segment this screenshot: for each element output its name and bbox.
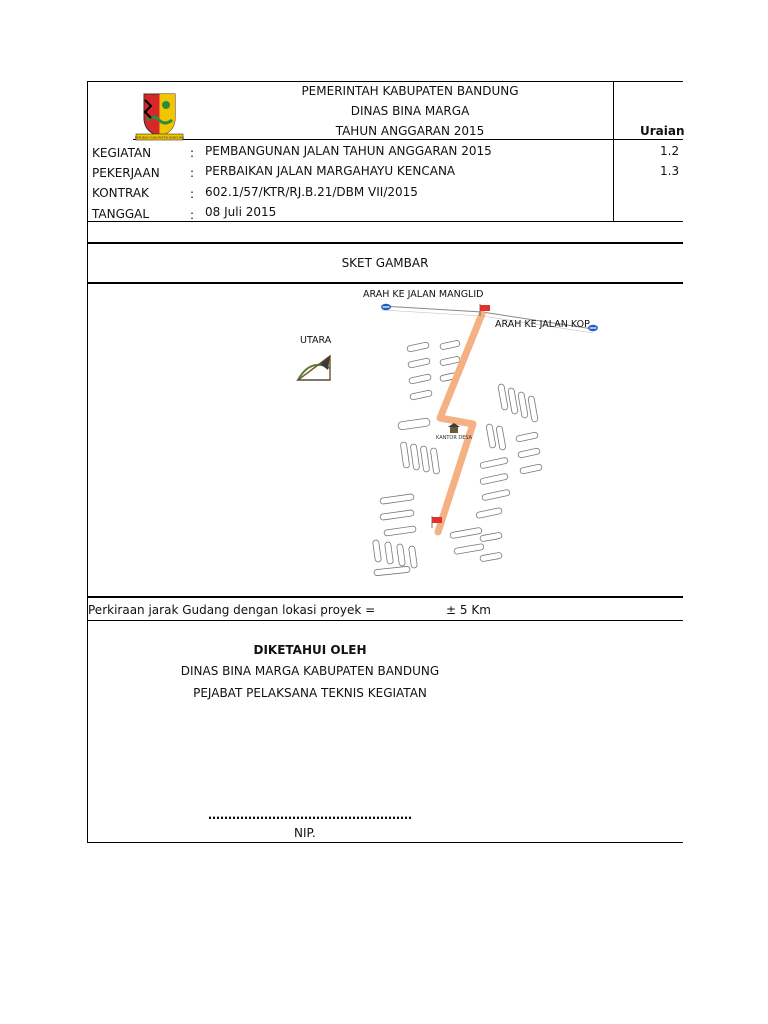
frame-left-border (87, 81, 88, 843)
logo-yellow-field (160, 94, 176, 136)
uraian-value-1: 1.2 (660, 144, 680, 158)
sketch-title: SKET GAMBAR (341, 256, 429, 270)
label-arah-kop: ARAH KE JALAN KOP (495, 319, 590, 330)
info-bottom-border (87, 221, 683, 222)
frame-top-border (87, 81, 683, 82)
bandung-regency-logo (131, 90, 187, 142)
uraian-value-2: 1.3 (660, 164, 680, 178)
header-row-divider (133, 139, 683, 140)
north-arrow-icon (298, 356, 330, 380)
signature-nip: NIP. (294, 826, 316, 840)
distance-label: Perkiraan jarak Gudang dengan lokasi proyek = (88, 603, 376, 617)
info-value-tanggal: 08 Juli 2015 (205, 205, 277, 219)
info-label-kegiatan: KEGIATAN (92, 146, 152, 160)
header-divider-vertical (613, 81, 614, 222)
signature-line1: DINAS BINA MARGA KABUPATEN BANDUNG (180, 664, 440, 678)
signature-title: DIKETAHUI OLEH (253, 643, 367, 657)
project-route (438, 314, 482, 532)
signature-line2: PEJABAT PELAKSANA TEKNIS KEGIATAN (193, 686, 427, 700)
distance-bottom-border (87, 620, 683, 621)
info-sep-kontrak: : (190, 187, 195, 201)
info-sep-pekerjaan: : (190, 166, 195, 180)
distance-top-border (87, 596, 683, 598)
header-department-line: DINAS BINA MARGA (350, 104, 470, 118)
signature-name-placeholder: …………………………………………… (208, 808, 412, 822)
info-value-pekerjaan: PERBAIKAN JALAN MARGAHAYU KENCANA (205, 164, 456, 178)
info-sep-kegiatan: : (190, 146, 195, 160)
info-label-tanggal: TANGGAL (92, 207, 150, 221)
sign-manglid-icon (381, 304, 391, 310)
info-sep-tanggal: : (190, 208, 195, 222)
info-value-kontrak: 602.1/57/KTR/RJ.B.21/DBM VII/2015 (205, 185, 418, 199)
header-agency-line: PEMERINTAH KABUPATEN BANDUNG (301, 84, 519, 98)
kantor-desa-label: KANTOR DESA (436, 435, 473, 441)
label-utara: UTARA (300, 335, 332, 346)
logo-ribbon-text: REPUBLIK KABUPATEN BANDUNG (134, 135, 185, 140)
info-label-pekerjaan: PEKERJAAN (92, 166, 160, 180)
info-label-kontrak: KONTRAK (92, 186, 149, 200)
distance-value: ± 5 Km (446, 603, 491, 617)
label-arah-manglid: ARAH KE JALAN MANGLID (363, 289, 484, 300)
info-value-kegiatan: PEMBANGUNAN JALAN TAHUN ANGGARAN 2015 (205, 144, 492, 158)
uraian-column-header: Uraian (640, 124, 685, 138)
frame-bottom-border (87, 842, 683, 843)
sketch-title-top-border (87, 242, 683, 244)
header-year-line: TAHUN ANGGARAN 2015 (335, 124, 485, 138)
